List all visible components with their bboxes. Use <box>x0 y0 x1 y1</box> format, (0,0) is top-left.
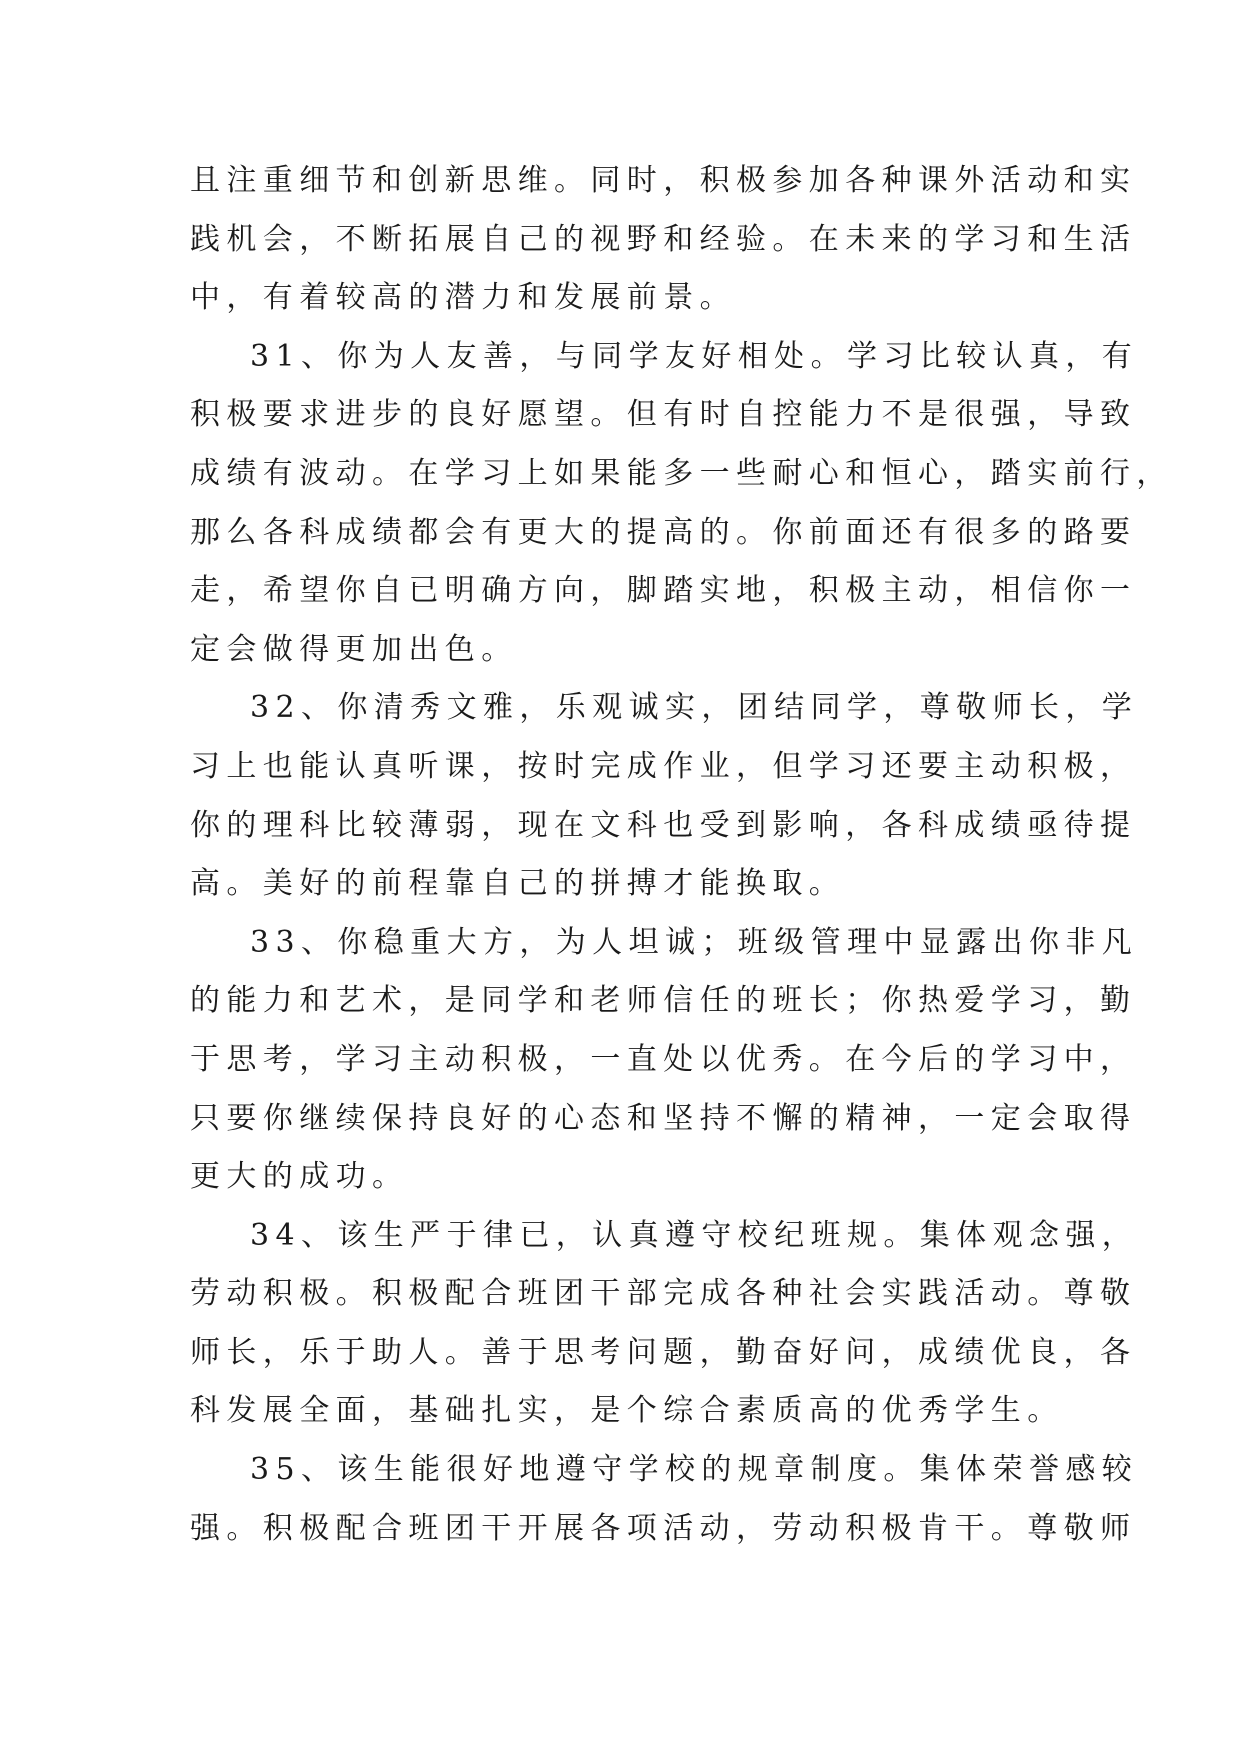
text-line: 32、你清秀文雅，乐观诚实，团结同学，尊敬师长，学 <box>250 690 1139 726</box>
text-line: 你的理科比较薄弱，现在文科也受到影响，各科成绩亟待提 <box>190 807 1137 843</box>
text-line: 中，有着较高的潜力和发展前景。 <box>190 280 736 316</box>
paragraph-30-continued <box>190 152 1137 328</box>
paragraph-32 <box>190 679 1139 913</box>
text-line: 积极要求进步的良好愿望。但有时自控能力不是很强，导致 <box>190 397 1137 433</box>
text-line: 践机会，不断拓展自己的视野和经验。在未来的学习和生活 <box>190 221 1137 257</box>
text-line: 定会做得更加出色。 <box>190 631 518 667</box>
text-line: 成绩有波动。在学习上如果能多一些耐心和恒心，踏实前行， <box>190 455 1173 491</box>
text-line: 35、该生能很好地遵守学校的规章制度。集体荣誉感较 <box>250 1452 1139 1488</box>
document-body <box>190 152 1173 1558</box>
text-line: 的能力和艺术，是同学和老师信任的班长；你热爱学习，勤 <box>190 983 1137 1019</box>
text-line: 师长，乐于助人。善于思考问题，勤奋好问，成绩优良，各 <box>190 1334 1137 1370</box>
text-line: 高。美好的前程靠自己的拼搏才能换取。 <box>190 866 846 902</box>
paragraph-31 <box>190 328 1173 680</box>
paragraph-35 <box>190 1441 1139 1558</box>
paragraph-34 <box>190 1207 1139 1441</box>
text-line: 且注重细节和创新思维。同时，积极参加各种课外活动和实 <box>190 163 1137 198</box>
text-line: 更大的成功。 <box>190 1159 409 1195</box>
text-line: 走，希望你自已明确方向，脚踏实地，积极主动，相信你一 <box>190 573 1137 609</box>
paragraph-33 <box>190 914 1139 1207</box>
text-line: 科发展全面，基础扎实，是个综合素质高的优秀学生。 <box>190 1393 1064 1429</box>
text-line: 33、你稳重大方，为人坦诚；班级管理中显露出你非凡 <box>250 924 1139 960</box>
text-line: 只要你继续保持良好的心态和坚持不懈的精神，一定会取得 <box>190 1100 1137 1136</box>
text-line: 于思考，学习主动积极，一直处以优秀。在今后的学习中， <box>190 1041 1137 1077</box>
text-line: 34、该生严于律已，认真遵守校纪班规。集体观念强， <box>250 1217 1139 1253</box>
text-line: 劳动积极。积极配合班团干部完成各种社会实践活动。尊敬 <box>190 1276 1137 1312</box>
text-line: 那么各科成绩都会有更大的提高的。你前面还有很多的路要 <box>190 514 1137 550</box>
text-line: 强。积极配合班团干开展各项活动，劳动积极肯干。尊敬师 <box>190 1510 1137 1546</box>
text-line: 31、你为人友善，与同学友好相处。学习比较认真，有 <box>250 338 1139 374</box>
text-line: 习上也能认真听课，按时完成作业，但学习还要主动积极， <box>190 748 1137 784</box>
